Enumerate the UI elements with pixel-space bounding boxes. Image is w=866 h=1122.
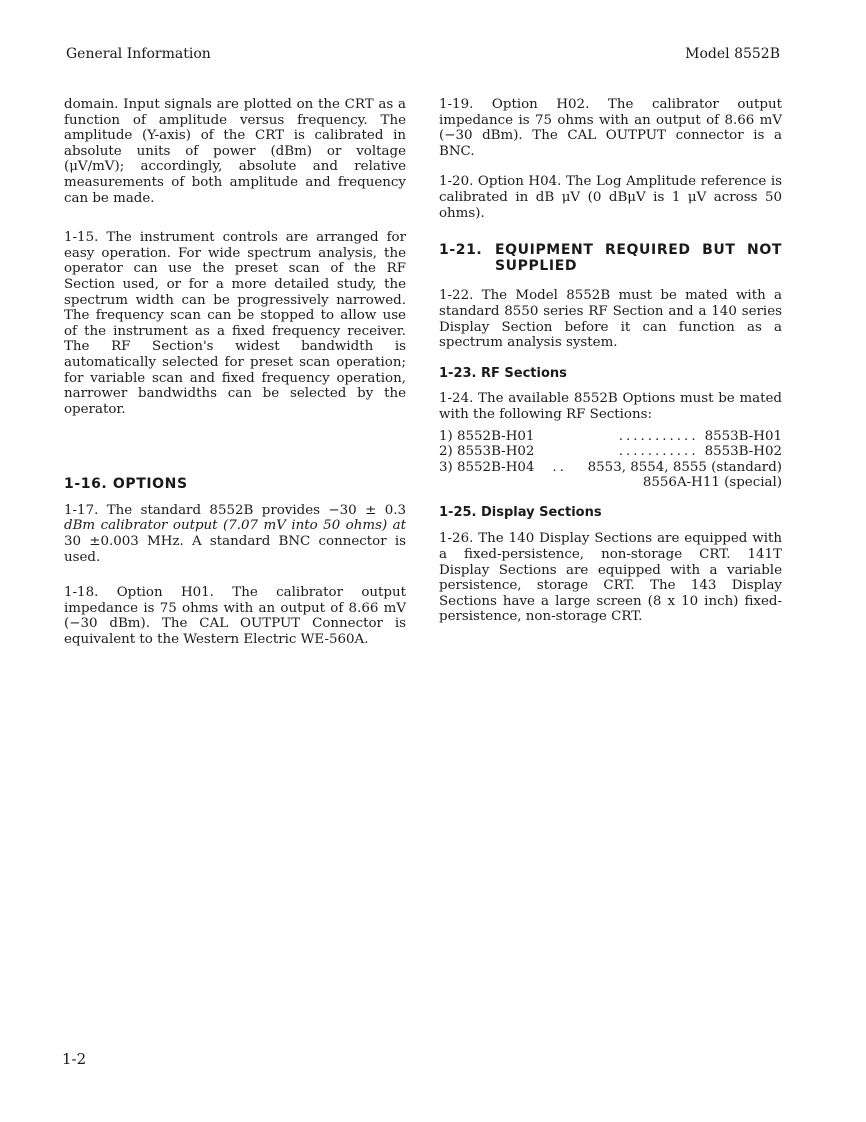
option-right: 8553B-H01 [704,428,782,444]
heading-1-16-options: 1-16. OPTIONS [64,476,188,493]
paragraph-1-15: 1-15. The instrument controls are arranged for easy operation. For wide spectrum analysis, the operator can use the preset scan of the RF Section used, or for a more detailed study, the spectrum width can be progressively narrowed. The frequency scan can be stopped to allow use of the instrument as a fixed frequency receiver. The RF Section's widest bandwidth is automatically selected for preset scan operation; for variable scan and fixed frequency operation, narrower bandwidths can be selected by the operator. [64,230,406,417]
heading-1-25-display-sections: 1-25. Display Sections [439,504,602,520]
paragraph-domain: domain. Input signals are plotted on the CRT as a function of amplitude versus frequency. The amplitude (Y-axis) of the CRT is calibrated in absolute units of power (dBm) or voltage (μV/mV); accordingly, absolute and relative measurements of both amplitude and frequency can be made. [64,97,406,206]
paragraph-1-18: 1-18. Option H01. The calibrator output impedance is 75 ohms with an output of 8.66 mV (−30 dBm). The CAL OUTPUT Connector is equivalent to the Western Electric WE-560A. [64,585,406,648]
option-right: 8553B-H02 [704,444,782,460]
heading-1-21-number: 1-21. [439,242,483,259]
paragraph-1-26: 1-26. The 140 Display Sections are equipped with a fixed-persistence, non-storage CRT. 141T Display Sections are equipped with a variable persistence, storage CRT. The 143 Display Sections have a large screen (8 x 10 inch) fixed-persistence, non-storage CRT. [439,531,782,625]
paragraph-1-17-part-b: dBm calibrator output (7.07 mV into 50 ohms) at [64,518,406,534]
option-left: 3) 8552B-H04 [439,459,535,475]
list-item [439,444,782,460]
paragraph-1-17-part-c: 30 ±0.003 MHz. A standard BNC connector is used. [64,534,406,565]
option-leader-dots: ........... [618,428,699,444]
paragraph-1-17-part-a: 1-17. The standard 8552B provides −30 ± 0.3 [64,502,406,518]
paragraph-1-20: 1-20. Option H04. The Log Amplitude reference is calibrated in dB μV (0 dBμV is 1 μV across 50 ohms). [439,174,782,221]
options-list [439,429,782,491]
option-left: 1) 8552B-H01 [439,428,535,444]
paragraph-1-19: 1-19. Option H02. The calibrator output impedance is 75 ohms with an output of 8.66 mV (−30 dBm). The CAL OUTPUT connector is a BNC. [439,97,782,159]
list-item [439,460,782,476]
option-leader-dots: ........... [618,444,699,460]
paragraph-1-24: 1-24. The available 8552B Options must be mated with the following RF Sections: [439,391,782,422]
running-header-section: General Information [66,46,211,62]
heading-1-23-rf-sections: 1-23. RF Sections [439,365,567,381]
option-leader-dots: .. [552,459,567,475]
heading-1-21-text: EQUIPMENT REQUIRED BUT NOT SUPPLIED [495,242,782,274]
paragraph-1-22: 1-22. The Model 8552B must be mated with a standard 8550 series RF Section and a 140 series Display Section before it can function as a spectrum analysis system. [439,288,782,351]
paragraph-1-17 [64,503,406,565]
page-number: 1-2 [62,1050,87,1068]
heading-1-21 [439,243,782,274]
list-item [439,429,782,445]
option-continuation: 8556A-H11 (special) [642,475,782,491]
right-column [439,97,782,640]
option-left: 2) 8553B-H02 [439,444,535,460]
option-right: 8553, 8554, 8555 (standard) [587,459,782,475]
running-header-model: Model 8552B [685,46,780,62]
left-column [64,97,406,663]
